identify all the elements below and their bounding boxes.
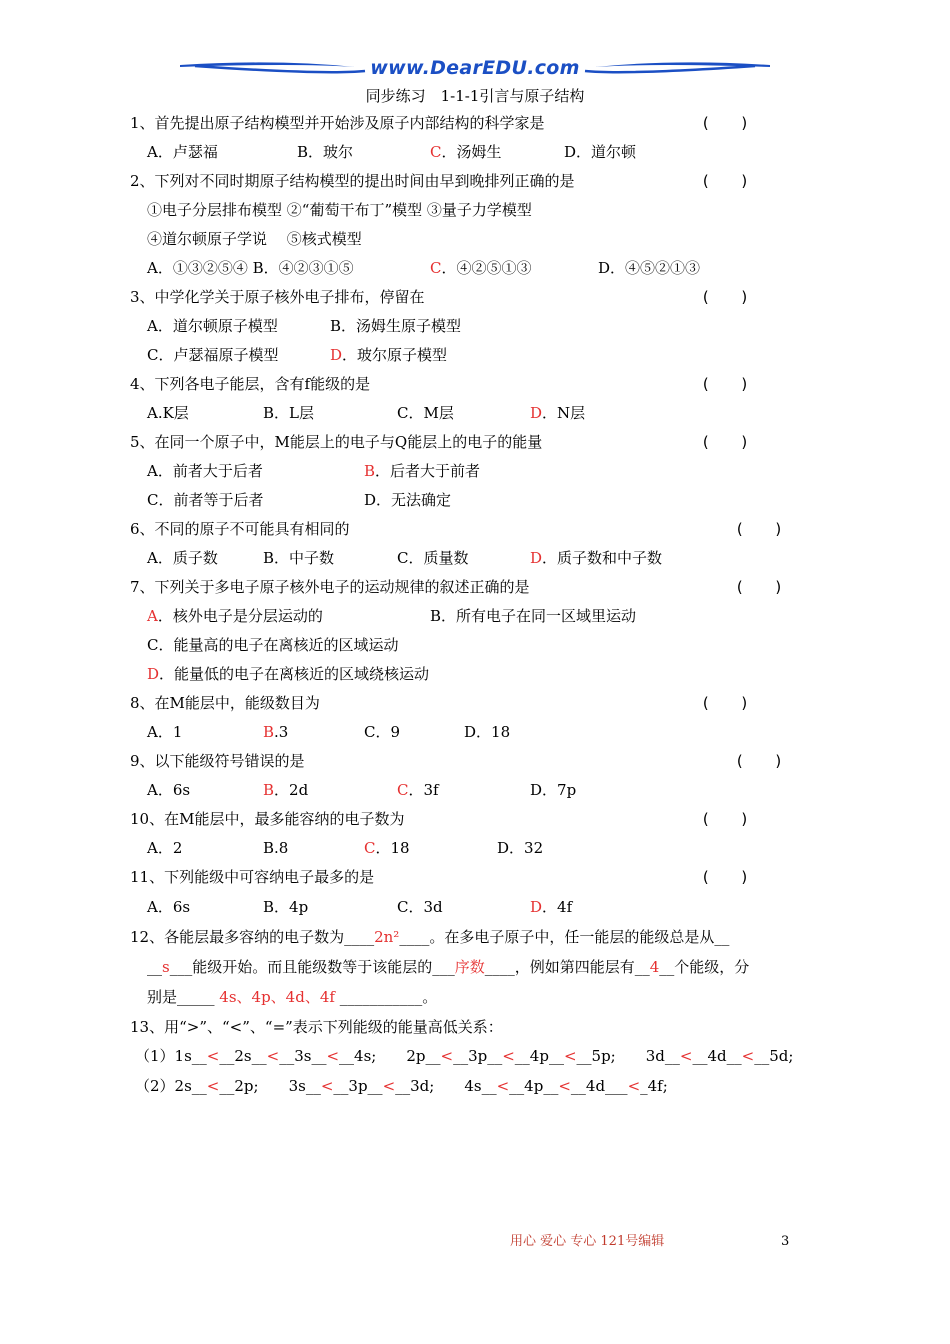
logo-text: www.DearEDU.com: [370, 57, 580, 79]
option-a: A．6s: [147, 898, 191, 916]
option-d: D．玻尔原子模型: [330, 346, 448, 364]
option-d: D．道尔顿: [564, 143, 637, 161]
question-text-segment: __4d__: [692, 1047, 742, 1065]
answer-symbol: <: [266, 1047, 280, 1065]
option-a: A．前者大于后者: [147, 462, 263, 480]
option-b: B.8: [263, 839, 289, 857]
question-text-segment: __3s__: [279, 1047, 327, 1065]
answer-symbol: <: [741, 1047, 755, 1065]
option-b: B．后者大于前者: [364, 462, 481, 480]
question-text-segment: （1）1s__: [135, 1047, 207, 1065]
option-a-b: A．①③②⑤④ B．④②③①⑤: [147, 259, 354, 277]
option-c: C．9: [364, 723, 401, 741]
question-7-stem: 7、下列关于多电子原子核外电子的运动规律的叙述正确的是: [130, 578, 530, 596]
answer-bracket: ( ): [701, 868, 750, 886]
option-a: A．1: [147, 723, 183, 741]
question-10-stem: 10、在M能层中，最多能容纳的电子数为: [130, 810, 405, 828]
question-text-segment: （2）2s__: [135, 1077, 207, 1095]
question-2-list-2: ④道尔顿原子学说 ⑤核式模型: [147, 230, 362, 248]
answer-symbol: <: [320, 1077, 334, 1095]
question-12-line-2: __s___能级开始。而且能级数等于该能层的___序数____，例如第四能层有__4__个能级，分: [147, 958, 750, 976]
answer-symbol: <: [558, 1077, 571, 1095]
question-5-stem: 5、在同一个原子中，M能层上的电子与Q能层上的电子的能量: [130, 433, 543, 451]
question-12-line-1: 12、各能层最多容纳的电子数为____2n²____。在多电子原子中，任一能层的能级总是从__: [130, 928, 730, 946]
option-a: A．6s: [147, 781, 191, 799]
question-text-segment: __2p; 3s__: [219, 1077, 321, 1095]
question-text-segment: __2s__: [219, 1047, 267, 1065]
option-d: D．32: [497, 839, 544, 857]
question-text-segment: __3p__: [453, 1047, 503, 1065]
option-a: A．质子数: [147, 549, 218, 567]
question-text-segment: __4s; 2p__: [339, 1047, 441, 1065]
answer-bracket: ( ): [701, 375, 750, 393]
question-3-stem: 3、中学化学关于原子核外电子排布，停留在: [130, 288, 425, 306]
option-b: B．中子数: [263, 549, 335, 567]
answer-symbol: <: [502, 1047, 515, 1065]
option-b: B．所有电子在同一区域里运动: [430, 607, 637, 625]
option-c: C．汤姆生: [430, 143, 502, 161]
question-2-stem: 2、下列对不同时期原子结构模型的提出时间由早到晚排列正确的是: [130, 172, 575, 190]
answer-symbol: <: [382, 1077, 396, 1095]
option-b: B．4p: [263, 898, 309, 916]
option-b: B．2d: [263, 781, 309, 799]
option-b: B．L层: [263, 404, 314, 422]
question-6-stem: 6、不同的原子不可能具有相同的: [130, 520, 350, 538]
question-text-segment: __4p__: [509, 1077, 559, 1095]
answer-bracket: ( ): [701, 694, 750, 712]
question-text-segment: __4d___: [570, 1077, 628, 1095]
option-b: B．汤姆生原子模型: [330, 317, 462, 335]
option-c: C．能量高的电子在离核近的区域运动: [147, 636, 399, 654]
answer-symbol: <: [679, 1047, 693, 1065]
question-text-segment: __4p__: [514, 1047, 564, 1065]
question-text-segment: __5d;: [754, 1047, 794, 1065]
question-text-segment: __3p__: [333, 1077, 383, 1095]
option-b: B.3: [263, 723, 289, 741]
question-11-stem: 11、下列能级中可容纳电子最多的是: [130, 868, 375, 886]
answer-bracket: ( ): [701, 433, 750, 451]
option-d: D．无法确定: [364, 491, 452, 509]
option-d: D．7p: [530, 781, 577, 799]
answer-symbol: <: [627, 1077, 641, 1095]
option-c: C．3f: [397, 781, 439, 799]
option-c: C．3d: [397, 898, 443, 916]
answer-symbol: <: [206, 1077, 220, 1095]
page-number: 3: [781, 1234, 790, 1249]
option-c: C．质量数: [397, 549, 469, 567]
answer-bracket: ( ): [701, 114, 750, 132]
option-b: B．玻尔: [297, 143, 354, 161]
option-a: A．卢瑟福: [147, 143, 218, 161]
footer-text: 用心 爱心 专心 121号编辑: [510, 1234, 665, 1249]
question-2-list-1: ①电子分层排布模型 ②“葡萄干布丁”模型 ③量子力学模型: [147, 201, 532, 219]
option-d: D．④⑤②①③: [598, 259, 701, 277]
answer-bracket: ( ): [701, 810, 750, 828]
header-logo: [175, 55, 775, 85]
page-title: 同步练习 1-1-1引言与原子结构: [365, 87, 585, 105]
answer-symbol: <: [326, 1047, 340, 1065]
question-13-stem: 13、用“>”、“<”、“=”表示下列能级的能量高低关系：: [130, 1018, 503, 1036]
answer-bracket: ( ): [701, 172, 750, 190]
question-text-segment: _4f;: [640, 1077, 668, 1095]
question-1-stem: 1、首先提出原子结构模型并开始涉及原子内部结构的科学家是: [130, 114, 545, 132]
option-c: C．18: [364, 839, 410, 857]
answer-symbol: <: [440, 1047, 454, 1065]
option-c: C．卢瑟福原子模型: [147, 346, 279, 364]
option-d: D．4f: [530, 898, 573, 916]
question-text-segment: __5p; 3d__: [576, 1047, 680, 1065]
option-a: A．2: [147, 839, 183, 857]
option-d: D．质子数和中子数: [530, 549, 663, 567]
option-d: D．能量低的电子在离核近的区域绕核运动: [147, 665, 430, 683]
option-c: C．M层: [397, 404, 454, 422]
option-a: A．道尔顿原子模型: [147, 317, 278, 335]
question-text-segment: __3d; 4s__: [395, 1077, 497, 1095]
question-4-stem: 4、下列各电子能层，含有f能级的是: [130, 375, 371, 393]
option-d: D．N层: [530, 404, 586, 422]
option-d: D．18: [464, 723, 511, 741]
answer-symbol: <: [206, 1047, 220, 1065]
question-12-line-3: 别是_____ 4s、4p、4d、4f ___________。: [147, 988, 438, 1006]
answer-bracket: ( ): [701, 288, 750, 306]
option-c: C．④②⑤①③: [430, 259, 532, 277]
answer-symbol: <: [496, 1077, 510, 1095]
answer-bracket: ( ): [735, 752, 784, 770]
question-9-stem: 9、以下能级符号错误的是: [130, 752, 305, 770]
answer-bracket: ( ): [735, 520, 784, 538]
question-8-stem: 8、在M能层中，能级数目为: [130, 694, 320, 712]
option-a: A．核外电子是分层运动的: [147, 607, 323, 625]
answer-symbol: <: [563, 1047, 577, 1065]
answer-bracket: ( ): [735, 578, 784, 596]
option-a: A.K层: [147, 404, 189, 422]
question-13-row-2: [135, 1076, 668, 1096]
option-c: C．前者等于后者: [147, 491, 264, 509]
question-13-row-1: [135, 1046, 793, 1066]
